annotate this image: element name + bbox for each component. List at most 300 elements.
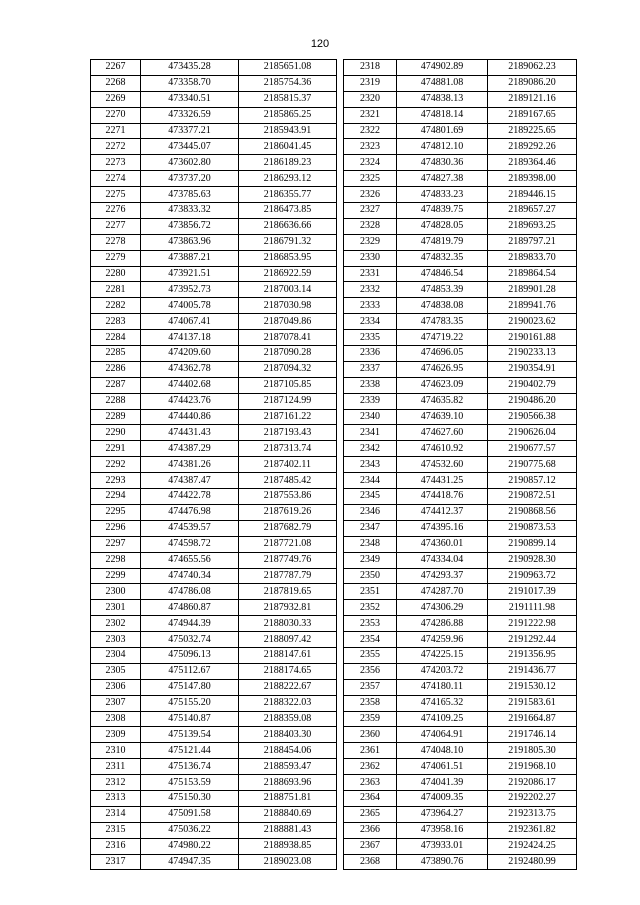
y-coordinate-cell: 2187090.28 bbox=[239, 346, 337, 362]
point-number-cell: 2339 bbox=[344, 393, 397, 409]
point-number-cell: 2306 bbox=[91, 679, 141, 695]
table-row bbox=[344, 632, 577, 648]
point-number-cell: 2341 bbox=[344, 425, 397, 441]
point-number-cell: 2321 bbox=[344, 107, 397, 123]
x-coordinate-cell: 475112.67 bbox=[141, 663, 239, 679]
table-row bbox=[91, 679, 337, 695]
y-coordinate-cell: 2190775.68 bbox=[488, 457, 577, 473]
y-coordinate-cell: 2192361.82 bbox=[488, 822, 577, 838]
point-number-cell: 2301 bbox=[91, 600, 141, 616]
y-coordinate-cell: 2188403.30 bbox=[239, 727, 337, 743]
y-coordinate-cell: 2192202.27 bbox=[488, 790, 577, 806]
coordinate-table-right bbox=[343, 59, 577, 870]
point-number-cell: 2359 bbox=[344, 711, 397, 727]
table-row bbox=[344, 775, 577, 791]
point-number-cell: 2340 bbox=[344, 409, 397, 425]
point-number-cell: 2353 bbox=[344, 616, 397, 632]
table-row bbox=[344, 107, 577, 123]
x-coordinate-cell: 474539.57 bbox=[141, 520, 239, 536]
point-number-cell: 2292 bbox=[91, 457, 141, 473]
table-row bbox=[344, 504, 577, 520]
y-coordinate-cell: 2191292.44 bbox=[488, 632, 577, 648]
y-coordinate-cell: 2187078.41 bbox=[239, 330, 337, 346]
y-coordinate-cell: 2190023.62 bbox=[488, 314, 577, 330]
y-coordinate-cell: 2186293.12 bbox=[239, 171, 337, 187]
table-row bbox=[344, 155, 577, 171]
point-number-cell: 2291 bbox=[91, 441, 141, 457]
point-number-cell: 2366 bbox=[344, 822, 397, 838]
y-coordinate-cell: 2191746.14 bbox=[488, 727, 577, 743]
x-coordinate-cell: 474719.22 bbox=[397, 330, 488, 346]
table-row bbox=[91, 393, 337, 409]
table-row bbox=[91, 647, 337, 663]
table-row bbox=[91, 775, 337, 791]
y-coordinate-cell: 2188593.47 bbox=[239, 759, 337, 775]
y-coordinate-cell: 2188938.85 bbox=[239, 838, 337, 854]
y-coordinate-cell: 2186636.66 bbox=[239, 218, 337, 234]
table-row bbox=[344, 489, 577, 505]
x-coordinate-cell: 473887.21 bbox=[141, 250, 239, 266]
x-coordinate-cell: 473326.59 bbox=[141, 107, 239, 123]
table-row bbox=[91, 600, 337, 616]
x-coordinate-cell: 475036.22 bbox=[141, 822, 239, 838]
table-row bbox=[91, 568, 337, 584]
point-number-cell: 2284 bbox=[91, 330, 141, 346]
y-coordinate-cell: 2188454.06 bbox=[239, 743, 337, 759]
point-number-cell: 2343 bbox=[344, 457, 397, 473]
x-coordinate-cell: 474165.32 bbox=[397, 695, 488, 711]
point-number-cell: 2358 bbox=[344, 695, 397, 711]
y-coordinate-cell: 2190857.12 bbox=[488, 473, 577, 489]
x-coordinate-cell: 474610.92 bbox=[397, 441, 488, 457]
table-row bbox=[344, 679, 577, 695]
y-coordinate-cell: 2190928.30 bbox=[488, 552, 577, 568]
table-row bbox=[91, 790, 337, 806]
point-number-cell: 2338 bbox=[344, 377, 397, 393]
table-row bbox=[91, 536, 337, 552]
point-number-cell: 2324 bbox=[344, 155, 397, 171]
table-row bbox=[344, 330, 577, 346]
table-row bbox=[91, 663, 337, 679]
y-coordinate-cell: 2187485.42 bbox=[239, 473, 337, 489]
table-row bbox=[91, 616, 337, 632]
y-coordinate-cell: 2192480.99 bbox=[488, 854, 577, 870]
x-coordinate-cell: 474306.29 bbox=[397, 600, 488, 616]
x-coordinate-cell: 474422.78 bbox=[141, 489, 239, 505]
x-coordinate-cell: 475155.20 bbox=[141, 695, 239, 711]
x-coordinate-cell: 474828.05 bbox=[397, 218, 488, 234]
table-row bbox=[344, 171, 577, 187]
point-number-cell: 2364 bbox=[344, 790, 397, 806]
table-row bbox=[344, 75, 577, 91]
x-coordinate-cell: 473863.96 bbox=[141, 234, 239, 250]
x-coordinate-cell: 474860.87 bbox=[141, 600, 239, 616]
y-coordinate-cell: 2186473.85 bbox=[239, 203, 337, 219]
table-row bbox=[344, 250, 577, 266]
x-coordinate-cell: 473856.72 bbox=[141, 218, 239, 234]
table-row bbox=[91, 60, 337, 76]
y-coordinate-cell: 2189797.21 bbox=[488, 234, 577, 250]
table-row bbox=[344, 425, 577, 441]
point-number-cell: 2269 bbox=[91, 91, 141, 107]
x-coordinate-cell: 475153.59 bbox=[141, 775, 239, 791]
x-coordinate-cell: 474381.26 bbox=[141, 457, 239, 473]
x-coordinate-cell: 474225.15 bbox=[397, 647, 488, 663]
point-number-cell: 2268 bbox=[91, 75, 141, 91]
coordinate-table-left bbox=[90, 59, 337, 870]
point-number-cell: 2294 bbox=[91, 489, 141, 505]
point-number-cell: 2363 bbox=[344, 775, 397, 791]
table-row bbox=[91, 695, 337, 711]
table-row bbox=[91, 711, 337, 727]
y-coordinate-cell: 2191436.77 bbox=[488, 663, 577, 679]
table-row bbox=[91, 330, 337, 346]
x-coordinate-cell: 473921.51 bbox=[141, 266, 239, 282]
point-number-cell: 2320 bbox=[344, 91, 397, 107]
point-number-cell: 2313 bbox=[91, 790, 141, 806]
table-row bbox=[91, 632, 337, 648]
table-row bbox=[344, 393, 577, 409]
y-coordinate-cell: 2187003.14 bbox=[239, 282, 337, 298]
x-coordinate-cell: 474395.16 bbox=[397, 520, 488, 536]
x-coordinate-cell: 473340.51 bbox=[141, 91, 239, 107]
point-number-cell: 2349 bbox=[344, 552, 397, 568]
table-row bbox=[91, 822, 337, 838]
point-number-cell: 2365 bbox=[344, 806, 397, 822]
x-coordinate-cell: 475136.74 bbox=[141, 759, 239, 775]
table-row bbox=[91, 441, 337, 457]
point-number-cell: 2333 bbox=[344, 298, 397, 314]
y-coordinate-cell: 2190161.88 bbox=[488, 330, 577, 346]
y-coordinate-cell: 2192424.25 bbox=[488, 838, 577, 854]
table-row bbox=[344, 600, 577, 616]
x-coordinate-cell: 473435.28 bbox=[141, 60, 239, 76]
point-number-cell: 2344 bbox=[344, 473, 397, 489]
y-coordinate-cell: 2187402.11 bbox=[239, 457, 337, 473]
x-coordinate-cell: 474598.72 bbox=[141, 536, 239, 552]
y-coordinate-cell: 2191968.10 bbox=[488, 759, 577, 775]
table-row bbox=[344, 568, 577, 584]
y-coordinate-cell: 2190873.53 bbox=[488, 520, 577, 536]
x-coordinate-cell: 474812.10 bbox=[397, 139, 488, 155]
point-number-cell: 2287 bbox=[91, 377, 141, 393]
y-coordinate-cell: 2189657.27 bbox=[488, 203, 577, 219]
x-coordinate-cell: 474655.56 bbox=[141, 552, 239, 568]
point-number-cell: 2357 bbox=[344, 679, 397, 695]
y-coordinate-cell: 2189225.65 bbox=[488, 123, 577, 139]
y-coordinate-cell: 2188174.65 bbox=[239, 663, 337, 679]
x-coordinate-cell: 474819.79 bbox=[397, 234, 488, 250]
point-number-cell: 2325 bbox=[344, 171, 397, 187]
x-coordinate-cell: 473964.27 bbox=[397, 806, 488, 822]
y-coordinate-cell: 2191664.87 bbox=[488, 711, 577, 727]
point-number-cell: 2329 bbox=[344, 234, 397, 250]
x-coordinate-cell: 475150.30 bbox=[141, 790, 239, 806]
point-number-cell: 2327 bbox=[344, 203, 397, 219]
x-coordinate-cell: 474259.96 bbox=[397, 632, 488, 648]
x-coordinate-cell: 474041.39 bbox=[397, 775, 488, 791]
x-coordinate-cell: 474362.78 bbox=[141, 361, 239, 377]
x-coordinate-cell: 475032.74 bbox=[141, 632, 239, 648]
y-coordinate-cell: 2186041.45 bbox=[239, 139, 337, 155]
table-row bbox=[344, 377, 577, 393]
table-row bbox=[344, 473, 577, 489]
point-number-cell: 2352 bbox=[344, 600, 397, 616]
y-coordinate-cell: 2189901.28 bbox=[488, 282, 577, 298]
table-row bbox=[344, 790, 577, 806]
point-number-cell: 2271 bbox=[91, 123, 141, 139]
x-coordinate-cell: 474067.41 bbox=[141, 314, 239, 330]
table-row bbox=[91, 75, 337, 91]
x-coordinate-cell: 474827.38 bbox=[397, 171, 488, 187]
y-coordinate-cell: 2190872.51 bbox=[488, 489, 577, 505]
table-row bbox=[344, 441, 577, 457]
x-coordinate-cell: 475096.13 bbox=[141, 647, 239, 663]
point-number-cell: 2307 bbox=[91, 695, 141, 711]
point-number-cell: 2360 bbox=[344, 727, 397, 743]
x-coordinate-cell: 474431.43 bbox=[141, 425, 239, 441]
table-row bbox=[91, 171, 337, 187]
x-coordinate-cell: 474180.11 bbox=[397, 679, 488, 695]
y-coordinate-cell: 2187049.86 bbox=[239, 314, 337, 330]
table-row bbox=[344, 234, 577, 250]
table-row bbox=[91, 314, 337, 330]
table-row bbox=[344, 552, 577, 568]
table-row bbox=[91, 203, 337, 219]
point-number-cell: 2356 bbox=[344, 663, 397, 679]
y-coordinate-cell: 2189023.08 bbox=[239, 854, 337, 870]
point-number-cell: 2335 bbox=[344, 330, 397, 346]
x-coordinate-cell: 474846.54 bbox=[397, 266, 488, 282]
point-number-cell: 2286 bbox=[91, 361, 141, 377]
point-number-cell: 2332 bbox=[344, 282, 397, 298]
y-coordinate-cell: 2186853.95 bbox=[239, 250, 337, 266]
table-row bbox=[344, 266, 577, 282]
x-coordinate-cell: 474833.23 bbox=[397, 187, 488, 203]
x-coordinate-cell: 474783.35 bbox=[397, 314, 488, 330]
point-number-cell: 2367 bbox=[344, 838, 397, 854]
x-coordinate-cell: 473890.76 bbox=[397, 854, 488, 870]
table-row bbox=[91, 504, 337, 520]
y-coordinate-cell: 2190486.20 bbox=[488, 393, 577, 409]
x-coordinate-cell: 474360.01 bbox=[397, 536, 488, 552]
point-number-cell: 2276 bbox=[91, 203, 141, 219]
x-coordinate-cell: 474412.37 bbox=[397, 504, 488, 520]
point-number-cell: 2299 bbox=[91, 568, 141, 584]
point-number-cell: 2267 bbox=[91, 60, 141, 76]
x-coordinate-cell: 474287.70 bbox=[397, 584, 488, 600]
point-number-cell: 2293 bbox=[91, 473, 141, 489]
x-coordinate-cell: 474431.25 bbox=[397, 473, 488, 489]
y-coordinate-cell: 2191222.98 bbox=[488, 616, 577, 632]
table-row bbox=[91, 838, 337, 854]
point-number-cell: 2348 bbox=[344, 536, 397, 552]
point-number-cell: 2350 bbox=[344, 568, 397, 584]
table-row bbox=[91, 425, 337, 441]
y-coordinate-cell: 2185815.37 bbox=[239, 91, 337, 107]
point-number-cell: 2281 bbox=[91, 282, 141, 298]
y-coordinate-cell: 2188881.43 bbox=[239, 822, 337, 838]
x-coordinate-cell: 473785.63 bbox=[141, 187, 239, 203]
table-body-left bbox=[91, 60, 337, 870]
point-number-cell: 2328 bbox=[344, 218, 397, 234]
page-number: 120 bbox=[310, 38, 330, 50]
point-number-cell: 2345 bbox=[344, 489, 397, 505]
table-row bbox=[344, 822, 577, 838]
table-row bbox=[91, 727, 337, 743]
table-row bbox=[344, 838, 577, 854]
x-coordinate-cell: 474203.72 bbox=[397, 663, 488, 679]
x-coordinate-cell: 473933.01 bbox=[397, 838, 488, 854]
y-coordinate-cell: 2187619.26 bbox=[239, 504, 337, 520]
y-coordinate-cell: 2190868.56 bbox=[488, 504, 577, 520]
y-coordinate-cell: 2189086.20 bbox=[488, 75, 577, 91]
x-coordinate-cell: 474064.91 bbox=[397, 727, 488, 743]
y-coordinate-cell: 2187682.79 bbox=[239, 520, 337, 536]
y-coordinate-cell: 2189292.26 bbox=[488, 139, 577, 155]
point-number-cell: 2280 bbox=[91, 266, 141, 282]
point-number-cell: 2274 bbox=[91, 171, 141, 187]
table-row bbox=[344, 457, 577, 473]
table-row bbox=[91, 250, 337, 266]
y-coordinate-cell: 2186189.23 bbox=[239, 155, 337, 171]
point-number-cell: 2302 bbox=[91, 616, 141, 632]
table-row bbox=[344, 187, 577, 203]
point-number-cell: 2354 bbox=[344, 632, 397, 648]
y-coordinate-cell: 2192313.75 bbox=[488, 806, 577, 822]
point-number-cell: 2282 bbox=[91, 298, 141, 314]
table-row bbox=[91, 139, 337, 155]
y-coordinate-cell: 2190899.14 bbox=[488, 536, 577, 552]
x-coordinate-cell: 474061.51 bbox=[397, 759, 488, 775]
y-coordinate-cell: 2189864.54 bbox=[488, 266, 577, 282]
x-coordinate-cell: 474626.95 bbox=[397, 361, 488, 377]
y-coordinate-cell: 2191356.95 bbox=[488, 647, 577, 663]
table-row bbox=[91, 806, 337, 822]
x-coordinate-cell: 475121.44 bbox=[141, 743, 239, 759]
y-coordinate-cell: 2189364.46 bbox=[488, 155, 577, 171]
y-coordinate-cell: 2188030.33 bbox=[239, 616, 337, 632]
table-body-right bbox=[344, 60, 577, 870]
point-number-cell: 2318 bbox=[344, 60, 397, 76]
x-coordinate-cell: 474476.98 bbox=[141, 504, 239, 520]
table-row bbox=[91, 282, 337, 298]
y-coordinate-cell: 2190233.13 bbox=[488, 346, 577, 362]
table-row bbox=[91, 759, 337, 775]
x-coordinate-cell: 474009.35 bbox=[397, 790, 488, 806]
table-row bbox=[91, 520, 337, 536]
point-number-cell: 2337 bbox=[344, 361, 397, 377]
table-row bbox=[91, 218, 337, 234]
table-row bbox=[344, 409, 577, 425]
point-number-cell: 2330 bbox=[344, 250, 397, 266]
table-row bbox=[91, 473, 337, 489]
table-row bbox=[91, 489, 337, 505]
x-coordinate-cell: 474838.08 bbox=[397, 298, 488, 314]
point-number-cell: 2317 bbox=[91, 854, 141, 870]
x-coordinate-cell: 474387.47 bbox=[141, 473, 239, 489]
point-number-cell: 2326 bbox=[344, 187, 397, 203]
x-coordinate-cell: 474980.22 bbox=[141, 838, 239, 854]
table-row bbox=[344, 361, 577, 377]
y-coordinate-cell: 2190963.72 bbox=[488, 568, 577, 584]
table-row bbox=[344, 346, 577, 362]
table-row bbox=[91, 266, 337, 282]
y-coordinate-cell: 2185865.25 bbox=[239, 107, 337, 123]
point-number-cell: 2283 bbox=[91, 314, 141, 330]
point-number-cell: 2304 bbox=[91, 647, 141, 663]
point-number-cell: 2303 bbox=[91, 632, 141, 648]
table-row bbox=[344, 218, 577, 234]
point-number-cell: 2322 bbox=[344, 123, 397, 139]
y-coordinate-cell: 2191805.30 bbox=[488, 743, 577, 759]
x-coordinate-cell: 473952.73 bbox=[141, 282, 239, 298]
table-row bbox=[344, 584, 577, 600]
x-coordinate-cell: 474832.35 bbox=[397, 250, 488, 266]
y-coordinate-cell: 2190626.04 bbox=[488, 425, 577, 441]
x-coordinate-cell: 474838.13 bbox=[397, 91, 488, 107]
x-coordinate-cell: 475147.80 bbox=[141, 679, 239, 695]
point-number-cell: 2346 bbox=[344, 504, 397, 520]
x-coordinate-cell: 474532.60 bbox=[397, 457, 488, 473]
point-number-cell: 2289 bbox=[91, 409, 141, 425]
y-coordinate-cell: 2189062.23 bbox=[488, 60, 577, 76]
table-row bbox=[91, 107, 337, 123]
table-row bbox=[344, 203, 577, 219]
x-coordinate-cell: 474786.08 bbox=[141, 584, 239, 600]
point-number-cell: 2355 bbox=[344, 647, 397, 663]
y-coordinate-cell: 2189941.76 bbox=[488, 298, 577, 314]
y-coordinate-cell: 2189833.70 bbox=[488, 250, 577, 266]
point-number-cell: 2334 bbox=[344, 314, 397, 330]
table-row bbox=[344, 282, 577, 298]
x-coordinate-cell: 474423.76 bbox=[141, 393, 239, 409]
x-coordinate-cell: 474740.34 bbox=[141, 568, 239, 584]
y-coordinate-cell: 2185943.91 bbox=[239, 123, 337, 139]
y-coordinate-cell: 2188693.96 bbox=[239, 775, 337, 791]
table-row bbox=[91, 377, 337, 393]
x-coordinate-cell: 474881.08 bbox=[397, 75, 488, 91]
y-coordinate-cell: 2185754.36 bbox=[239, 75, 337, 91]
table-row bbox=[91, 854, 337, 870]
x-coordinate-cell: 474334.04 bbox=[397, 552, 488, 568]
y-coordinate-cell: 2185651.08 bbox=[239, 60, 337, 76]
table-row bbox=[91, 457, 337, 473]
y-coordinate-cell: 2187932.81 bbox=[239, 600, 337, 616]
x-coordinate-cell: 474627.60 bbox=[397, 425, 488, 441]
point-number-cell: 2311 bbox=[91, 759, 141, 775]
table-row bbox=[344, 139, 577, 155]
table-row bbox=[344, 806, 577, 822]
x-coordinate-cell: 474137.18 bbox=[141, 330, 239, 346]
x-coordinate-cell: 473737.20 bbox=[141, 171, 239, 187]
table-row bbox=[344, 536, 577, 552]
x-coordinate-cell: 474623.09 bbox=[397, 377, 488, 393]
y-coordinate-cell: 2188751.81 bbox=[239, 790, 337, 806]
table-row bbox=[344, 123, 577, 139]
table-row bbox=[91, 234, 337, 250]
point-number-cell: 2279 bbox=[91, 250, 141, 266]
y-coordinate-cell: 2190354.91 bbox=[488, 361, 577, 377]
y-coordinate-cell: 2188359.08 bbox=[239, 711, 337, 727]
y-coordinate-cell: 2186355.77 bbox=[239, 187, 337, 203]
x-coordinate-cell: 474830.36 bbox=[397, 155, 488, 171]
x-coordinate-cell: 474418.76 bbox=[397, 489, 488, 505]
y-coordinate-cell: 2187094.32 bbox=[239, 361, 337, 377]
y-coordinate-cell: 2189398.00 bbox=[488, 171, 577, 187]
table-row bbox=[91, 187, 337, 203]
y-coordinate-cell: 2191017.39 bbox=[488, 584, 577, 600]
